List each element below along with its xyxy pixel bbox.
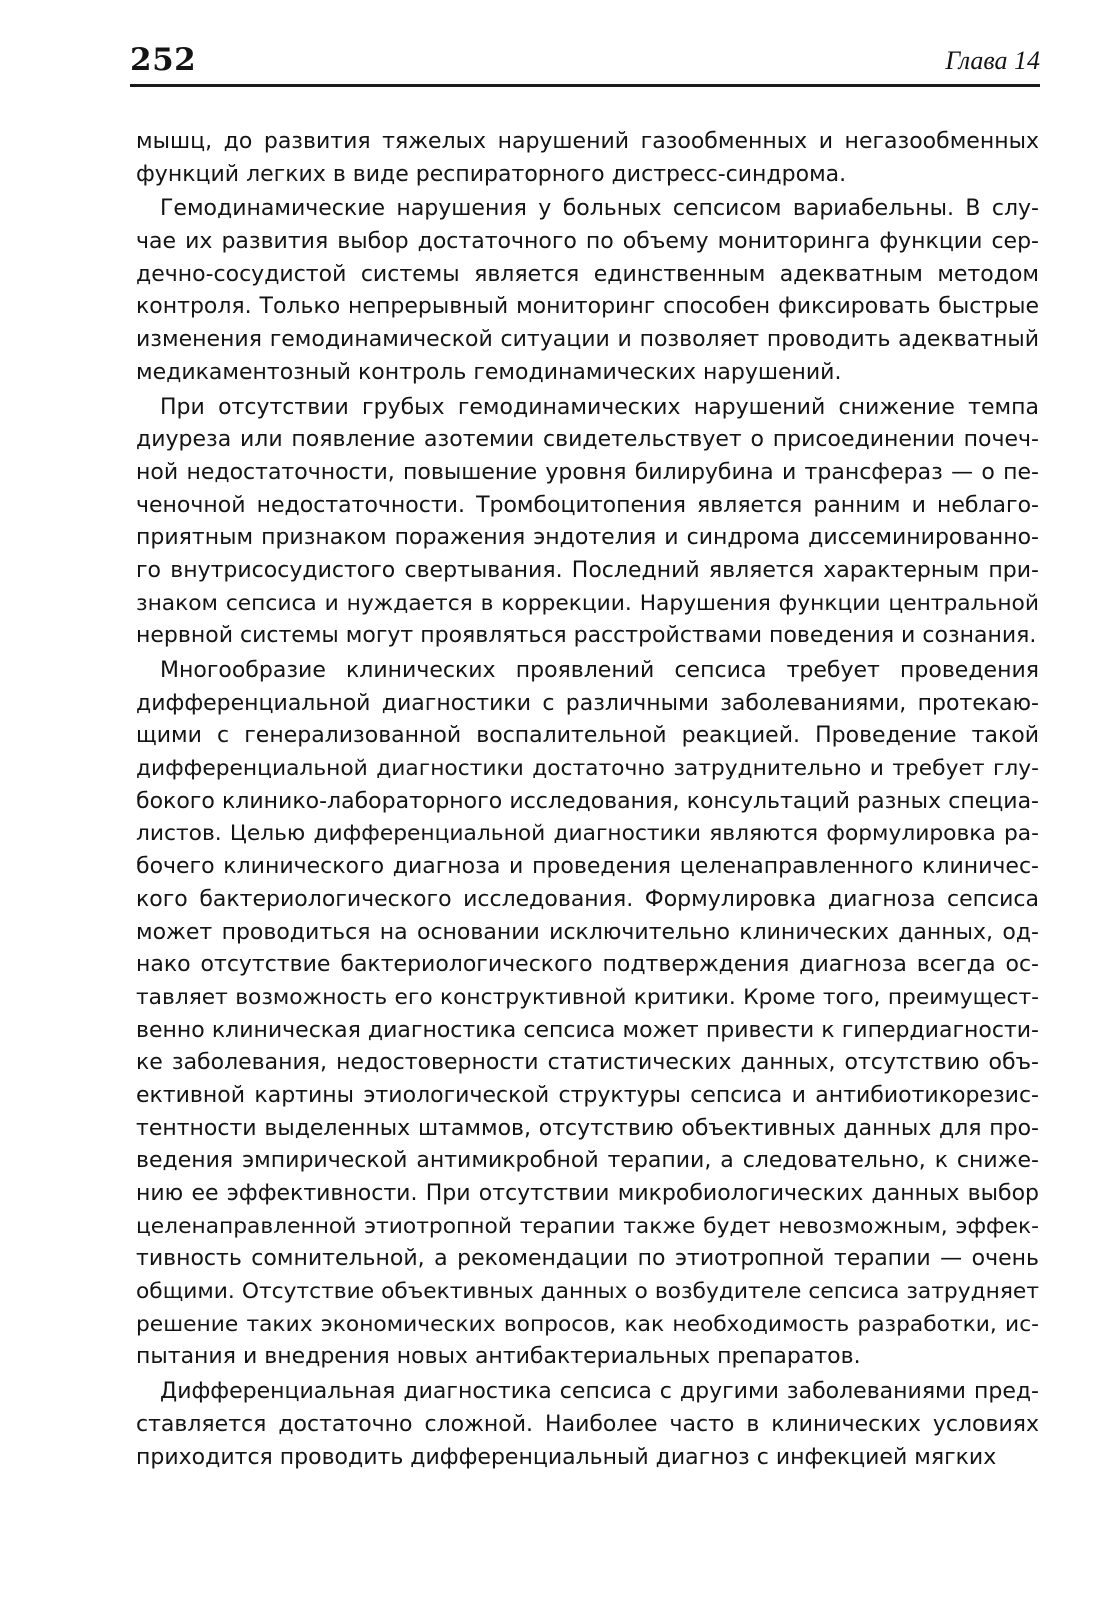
- text-line: тивность сомнительной, а рекомендации по этиотропной терапии — очень: [136, 1246, 1039, 1272]
- text-line: нако отсутствие бактериологического подтверждения диагноза всегда ос-: [136, 952, 1039, 978]
- text-line: тавляет возможность его конструктивной критики. Кроме того, преимущест-: [136, 984, 1039, 1010]
- text-line: функций легких в виде респираторного дистресс-синдрома.: [136, 161, 847, 187]
- text-line: кого бактериологического исследования. Формулировка диагноза сепсиса: [136, 886, 1039, 912]
- text-line: ведения эмпирической антимикробной терапии, а следовательно, к сниже-: [136, 1148, 1039, 1174]
- text-line: чае их развития выбор достаточного по объему мониторинга функции сер-: [136, 229, 1039, 255]
- text-line: мышц, до развития тяжелых нарушений газообменных и негазообменных: [136, 129, 1039, 154]
- text-line: диуреза или появление азотемии свидетельствует о присоединении почеч-: [136, 427, 1039, 453]
- text-line: целенаправленной этиотропной терапии также будет невозможным, эффек-: [136, 1213, 1039, 1239]
- text-line: бокого клинико-лабораторного исследования, консультаций разных специа-: [136, 788, 1039, 814]
- paragraph: [136, 392, 1039, 654]
- text-line: нервной системы могут проявляться расстройствами поведения и сознания.: [136, 623, 1037, 649]
- text-line: пытания и внедрения новых антибактериальных препаратов.: [136, 1344, 861, 1370]
- paragraph: [136, 655, 1039, 1374]
- text-line: Многообразие клинических проявлений сепсиса требует проведения: [160, 658, 1039, 683]
- text-line: венно клиническая диагностика сепсиса может привести к гипердиагности-: [136, 1017, 1039, 1043]
- text-line: медикаментозный контроль гемодинамических нарушений.: [136, 359, 842, 385]
- paragraph: [136, 1376, 1039, 1474]
- text-line: тентности выделенных штаммов, отсутствию объективных данных для про-: [136, 1115, 1039, 1141]
- chapter-title: Глава 14: [945, 46, 1040, 75]
- text-line: приятным признаком поражения эндотелия и синдрома диссеминированно-: [136, 525, 1039, 551]
- text-line: решение таких экономических вопросов, как необходимость разработки, ис-: [136, 1311, 1039, 1337]
- text-line: Гемодинамические нарушения у больных сепсисом вариабельны. В слу-: [160, 196, 1039, 222]
- text-line: нию ее эффективности. При отсутствии микробиологических данных выбор: [136, 1181, 1039, 1206]
- text-line: Дифференциальная диагностика сепсиса с другими заболеваниями пред-: [160, 1379, 1039, 1405]
- running-header: [130, 40, 1040, 84]
- text-line: изменения гемодинамической ситуации и позволяет проводить адекватный: [136, 327, 1039, 353]
- text-line: ставляется достаточно сложной. Наиболее часто в клинических условиях: [136, 1411, 1039, 1437]
- text-line: го внутрисосудистого свертывания. Последний является характерным при-: [136, 557, 1039, 583]
- page-number: 252: [130, 42, 197, 78]
- text-line: бочего клинического диагноза и проведения целенаправленного клиничес-: [136, 854, 1039, 880]
- text-line: ективной картины этиологической структуры сепсиса и антибиотикорезис-: [136, 1082, 1039, 1108]
- text-line: общими. Отсутствие объективных данных о возбудителе сепсиса затрудняет: [136, 1279, 1039, 1305]
- text-line: дечно-сосудистой системы является единственным адекватным методом: [136, 261, 1039, 287]
- text-line: контроля. Только непрерывный мониторинг способен фиксировать быстрые: [136, 294, 1039, 320]
- text-line: ченочной недостаточности. Тромбоцитопения является ранним и неблаго-: [136, 492, 1039, 518]
- text-line: приходится проводить дифференциальный диагноз с инфекцией мягких: [136, 1444, 997, 1470]
- text-line: дифференциальной диагностики достаточно затруднительно и требует глу-: [136, 756, 1039, 782]
- text-line: может проводиться на основании исключительно клинических данных, од-: [136, 919, 1039, 945]
- text-line: щими с генерализованной воспалительной реакцией. Проведение такой: [136, 723, 1039, 749]
- header-rule: [130, 84, 1040, 87]
- text-line: При отсутствии грубых гемодинамических нарушений снижение темпа: [160, 394, 1039, 420]
- text-line: знаком сепсиса и нуждается в коррекции. Нарушения функции центральной: [136, 590, 1039, 616]
- text-line: ной недостаточности, повышение уровня билирубина и трансфераз — о пе-: [136, 459, 1039, 485]
- paragraph: [136, 193, 1039, 389]
- text-line: ке заболевания, недостоверности статистических данных, отсутствию объ-: [136, 1050, 1039, 1076]
- text-line: дифференциальной диагностики с различными заболеваниями, протекаю-: [136, 690, 1039, 716]
- paragraph: [136, 126, 1039, 191]
- text-line: листов. Целью дифференциальной диагностики являются формулировка ра-: [136, 821, 1039, 847]
- body-text: [136, 126, 1039, 1476]
